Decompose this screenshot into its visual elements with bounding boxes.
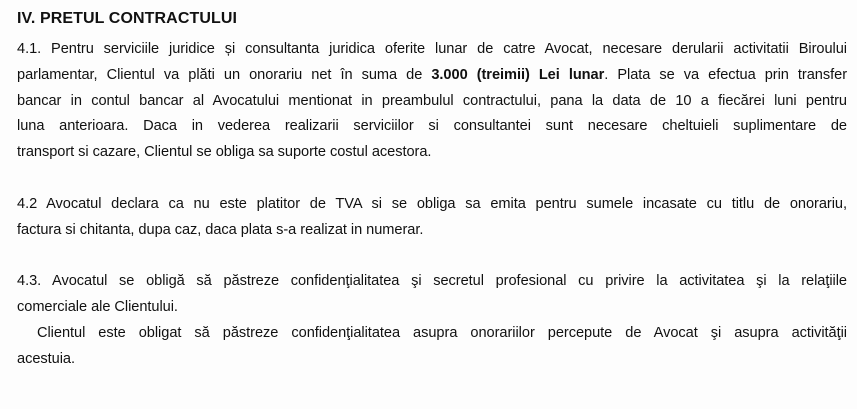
client-obligation-paragraph: [17, 321, 847, 373]
clause-4-1: [17, 37, 847, 166]
clause-4-1-line-5: transport si cazare, Clientul se obliga sa suporte costul acestora.: [17, 144, 432, 161]
client-obligation-line-2: acestuia.: [17, 350, 75, 367]
client-obligation-line-1: Clientul este obligat să păstreze confidenţialitatea asupra onorariilor percepute de Avocat şi asupra activităţii: [37, 325, 847, 341]
section-heading: IV. PRETUL CONTRACTULUI: [17, 10, 238, 27]
clause-4-3-line-2: comerciale ale Clientului.: [17, 298, 178, 315]
clause-4-3: [17, 269, 847, 321]
clause-4-1-line-3: bancar in contul bancar al Avocatului mentionat in preambulul contractului, pana la data de 10 a fiecărei luni pentru: [17, 92, 847, 109]
clause-4-2-line-2: factura si chitanta, dupa caz, daca plata s-a realizat in numerar.: [17, 221, 424, 238]
clause-4-1-text-before-amount: parlamentar, Clientul va plăti un onorariu net în suma de: [17, 66, 432, 83]
clause-4-3-line-1: 4.3. Avocatul se obligă să păstreze confidenţialitatea şi secretul profesional cu privire la activitatea şi la relaţiile: [17, 273, 847, 289]
clause-4-1-line-2: [17, 63, 847, 89]
clause-4-2-line-1: 4.2 Avocatul declara ca nu este platitor de TVA si se obliga sa emita pentru sumele incasate cu titlu de onorariu,: [17, 196, 847, 212]
clause-4-1-line-1: 4.1. Pentru serviciile juridice și consultanta juridica oferite lunar de catre Avocat, necesare derularii activitatii Biroului: [17, 41, 847, 57]
clause-4-1-text-after-amount: . Plata se va efectua prin transfer: [604, 66, 847, 83]
fee-amount: 3.000 (treimii) Lei lunar: [431, 66, 605, 83]
clause-4-1-line-4: luna anterioara. Daca in vederea realizarii serviciilor si consultantei sunt necesare cheltuieli suplimentare de: [17, 118, 847, 135]
clause-4-2: [17, 192, 847, 244]
